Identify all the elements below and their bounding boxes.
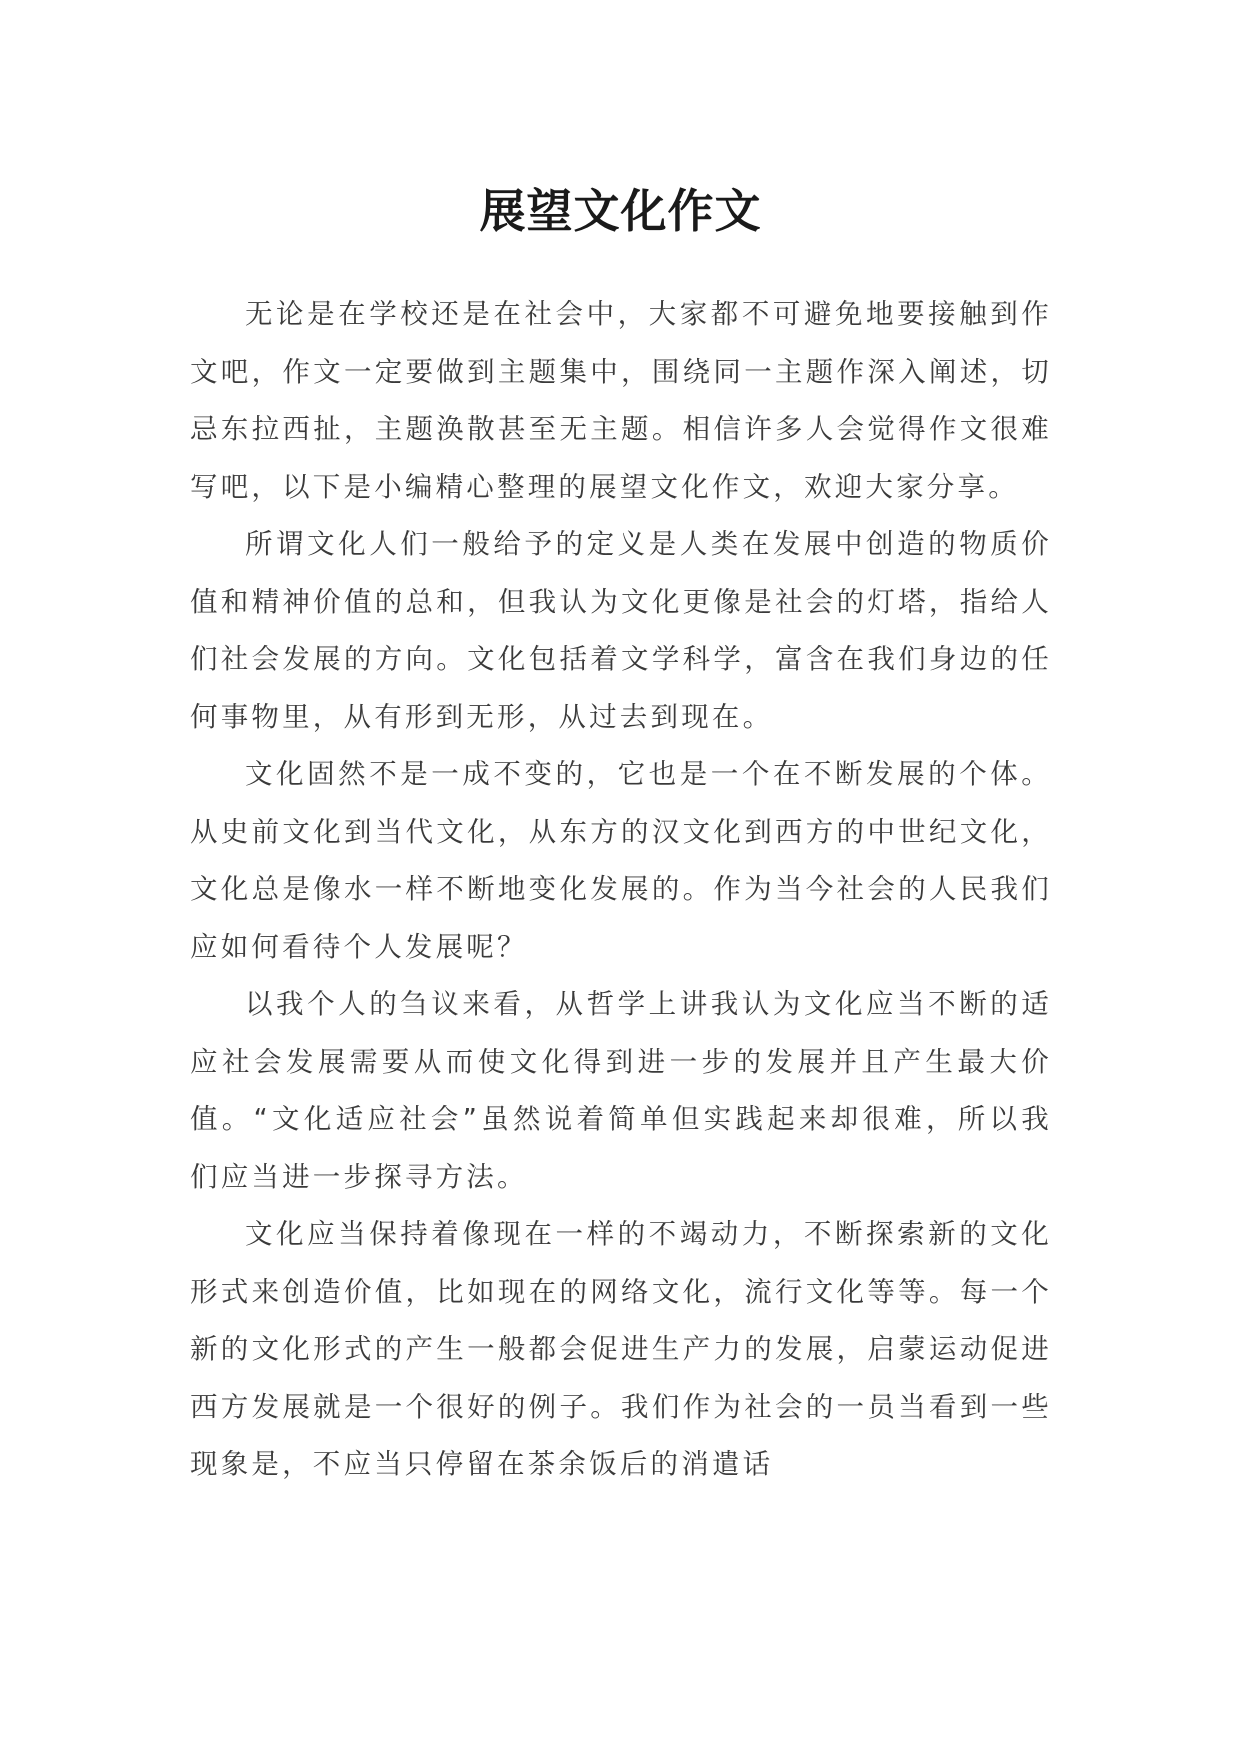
paragraph-3: 文化固然不是一成不变的，它也是一个在不断发展的个体。从史前文化到当代文化，从东方的汉文化到西方的中世纪文化，文化总是像水一样不断地变化发展的。作为当今社会的人民我们应如何看待个人发展呢？	[190, 758, 1052, 963]
document-title: 展望文化作文	[479, 183, 762, 238]
paragraph-2: 所谓文化人们一般给予的定义是人类在发展中创造的物质价值和精神价值的总和，但我认为文化更像是社会的灯塔，指给人们社会发展的方向。文化包括着文学科学，富含在我们身边的任何事物里，从有形到无形，从过去到现在。	[190, 528, 1052, 733]
paragraph-5: 文化应当保持着像现在一样的不竭动力，不断探索新的文化形式来创造价值，比如现在的网络文化，流行文化等等。每一个新的文化形式的产生一般都会促进生产力的发展，启蒙运动促进西方发展就是一个很好的例子。我们作为社会的一员当看到一些现象是，不应当只停留在茶余饭后的消遣话	[190, 1218, 1052, 1480]
paragraph-4: 以我个人的刍议来看，从哲学上讲我认为文化应当不断的适应社会发展需要从而使文化得到进一步的发展并且产生最大价值。“文化适应社会”虽然说着简单但实践起来却很难，所以我们应当进一步探寻方法。	[190, 988, 1052, 1193]
document-body	[190, 286, 1052, 1494]
paragraph-1: 无论是在学校还是在社会中，大家都不可避免地要接触到作文吧，作文一定要做到主题集中，围绕同一主题作深入阐述，切忌东拉西扯，主题涣散甚至无主题。相信许多人会觉得作文很难写吧，以下是小编精心整理的展望文化作文，欢迎大家分享。	[190, 298, 1052, 503]
